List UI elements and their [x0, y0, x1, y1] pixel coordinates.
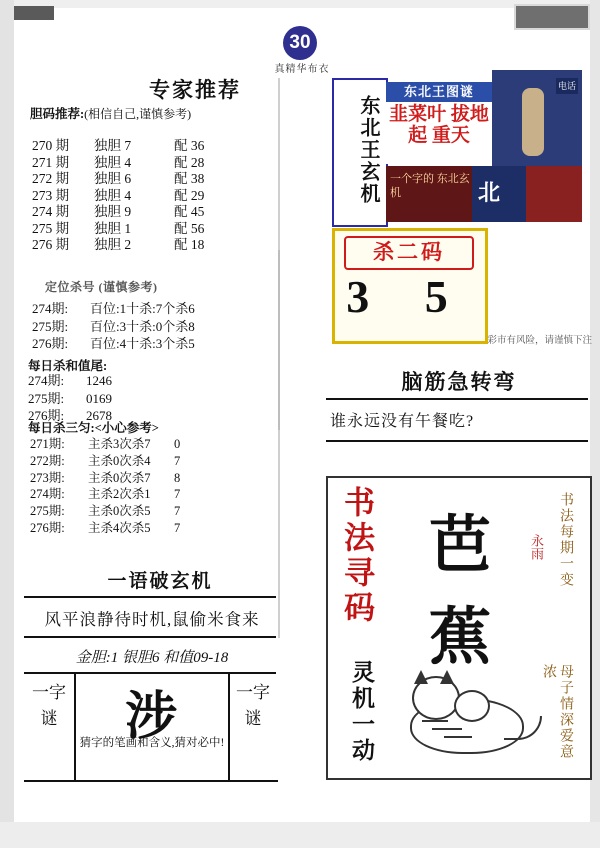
riddle-phrase: 风平浪静待时机,鼠偷米食来: [44, 610, 260, 629]
list-item: [32, 318, 282, 336]
row-text: 百位:3十杀:0个杀8: [90, 318, 195, 334]
row-period: 270 期: [32, 138, 70, 153]
gold-silver-dan-line: 金胆:1 银胆6 和值09-18: [75, 650, 229, 666]
row-dan: 独胆 9: [94, 204, 132, 219]
table-row: [32, 171, 277, 188]
row-dan: 独胆 4: [94, 187, 132, 203]
daily-kill-three-title: 每日杀三匀:<小心参考>: [28, 421, 159, 435]
riddle-section-title: 一语破玄机: [107, 571, 213, 592]
publication-logo: 30: [283, 26, 317, 60]
phone-label: 电话: [556, 78, 578, 94]
page-edge-bottom: [0, 822, 600, 848]
daily-kill-sum-title: 每日杀和值尾:: [28, 359, 108, 373]
row-text: 2678: [86, 408, 112, 423]
dan-code-subtitle-bold: 胆码推荐:: [30, 107, 85, 121]
calligraphy-characters: 芭蕉: [428, 512, 497, 672]
publication-subtitle: 真精华布衣: [274, 64, 330, 75]
brain-teaser-question: 谁永远没有午餐吃?: [330, 413, 475, 430]
row-period: 274期:: [28, 373, 65, 388]
list-item: [30, 470, 180, 487]
list-item: [30, 486, 180, 503]
table-row: [32, 237, 277, 254]
ad-strip: [386, 166, 582, 222]
list-item: [28, 372, 112, 390]
position-kill-list: [32, 300, 282, 353]
row-dan: 独胆 4: [94, 154, 132, 170]
cat-stripe: [444, 736, 472, 738]
row-pei: 配 18: [174, 237, 205, 252]
row-text: 百位:4十杀:3个杀5: [90, 336, 195, 351]
row-text: 百位:1十杀:7个杀6: [90, 301, 195, 316]
row-period: 271 期: [32, 154, 70, 170]
row-pei: 配 28: [174, 154, 205, 170]
table-row: [32, 155, 277, 172]
row-dan: 独胆 1: [94, 220, 132, 236]
row-period: 275期:: [28, 390, 65, 406]
kitten-head: [454, 690, 490, 722]
table-row: [32, 204, 277, 221]
daily-kill-sum-list: [28, 372, 112, 425]
table-row: [32, 188, 277, 205]
row-num: 7: [174, 520, 181, 535]
daily-kill-three-list: [30, 436, 180, 537]
divider-rule: [326, 440, 588, 442]
row-pei: 配 45: [174, 204, 205, 219]
riddle-box-bottom-rule: [24, 780, 278, 782]
row-text: 主杀4次杀5: [88, 520, 151, 535]
row-period: 275 期: [32, 220, 70, 236]
cat-stripe: [422, 720, 448, 722]
calligraphy-seal: 永雨: [529, 534, 544, 560]
row-period: 271期:: [30, 437, 65, 451]
ad-banner-text: 韭菜叶 拔地起 重天: [386, 102, 492, 164]
dan-code-subtitle-note: (相信自己,谨慎参考): [84, 107, 192, 121]
cat-ear-right: [440, 670, 454, 684]
cat-illustration: [392, 668, 542, 768]
row-period: 276 期: [32, 237, 70, 252]
divider-rule: [326, 398, 588, 400]
ad-photo-figure: [522, 88, 544, 156]
ad-strip-text: 一个字的 东北玄机: [390, 173, 470, 199]
row-text: 主杀0次杀4: [88, 453, 151, 468]
row-text: 主杀0次杀7: [88, 470, 151, 485]
cat-drawing-caption: 母子情深爱意浓: [541, 664, 573, 760]
row-period: 275期:: [32, 318, 69, 334]
list-item: [30, 520, 180, 537]
row-period: 274期:: [32, 301, 69, 316]
kill-two-codes-title: 杀二码: [344, 236, 474, 270]
row-period: 276期:: [28, 408, 65, 423]
position-kill-title: 定位杀号 (谨慎参考): [45, 280, 158, 294]
list-item: [30, 503, 180, 520]
row-num: 7: [174, 504, 181, 519]
ad-strip-panel-3: [526, 166, 582, 222]
row-pei: 配 29: [174, 187, 205, 203]
ad-strip-character: 北: [478, 180, 501, 205]
row-period: 273期:: [30, 470, 65, 485]
row-dan: 独胆 2: [94, 237, 132, 252]
row-period: 274期:: [30, 487, 65, 502]
row-period: 272期:: [30, 453, 65, 468]
cat-ear-left: [414, 670, 428, 684]
ad-banner-title: 东北王图谜: [386, 82, 492, 102]
list-item: [30, 436, 180, 453]
ad-photo: [492, 70, 582, 178]
row-pei: 配 36: [174, 138, 205, 153]
row-num: 8: [174, 470, 181, 485]
list-item: [32, 335, 282, 353]
dongbeiwang-title: 东北王玄机: [357, 95, 379, 205]
row-text: 1246: [86, 373, 112, 388]
table-row: [32, 221, 277, 238]
kill-two-codes-numbers: 3 5: [346, 271, 470, 322]
row-dan: 独胆 6: [94, 171, 132, 186]
calligraphy-note: 书法每期一变: [558, 492, 573, 588]
riddle-note: 猜字的笔画和含义,猜对必中!: [79, 737, 225, 749]
character-riddle-box: [24, 674, 278, 784]
cat-tail: [504, 716, 542, 740]
corner-mark-top-right: [514, 4, 590, 30]
row-period: 276期:: [32, 336, 69, 351]
row-num: 7: [174, 487, 181, 502]
divider-rule: [24, 636, 276, 638]
row-text: 主杀0次杀5: [88, 504, 151, 519]
dan-code-list: [32, 138, 277, 254]
row-num: 0: [174, 437, 181, 451]
row-period: 276期:: [30, 520, 65, 535]
table-row: [32, 138, 277, 155]
brain-teaser-title: 脑筋急转弯: [401, 370, 517, 394]
inspiration-title: 灵机一动: [349, 660, 374, 764]
calligraphy-title: 书法寻码: [339, 486, 374, 626]
risk-disclaimer: 彩市有风险，请谨慎下注: [487, 336, 592, 346]
page-edge-top: [0, 0, 600, 8]
row-text: 0169: [86, 390, 112, 406]
cat-stripe: [432, 728, 462, 730]
row-text: 主杀3次杀7: [88, 437, 151, 451]
riddle-character: 涉: [124, 689, 177, 746]
row-num: 7: [174, 453, 181, 468]
row-pei: 配 56: [174, 220, 205, 236]
page-edge-left: [0, 0, 14, 848]
corner-mark-top-left: [14, 6, 54, 20]
row-dan: 独胆 7: [94, 138, 132, 153]
row-period: 272 期: [32, 171, 70, 186]
dan-code-subtitle: [30, 104, 191, 122]
list-item: [30, 453, 180, 470]
row-period: 273 期: [32, 187, 70, 203]
row-text: 主杀2次杀1: [88, 487, 151, 502]
row-period: 274 期: [32, 204, 70, 219]
row-period: 275期:: [30, 504, 65, 519]
expert-recommendation-title: 专家推荐: [149, 78, 241, 102]
row-pei: 配 38: [174, 171, 205, 186]
riddle-label-left: 一字谜: [32, 683, 66, 728]
list-item: [28, 390, 112, 408]
divider-rule: [24, 596, 276, 598]
list-item: [32, 300, 282, 318]
riddle-label-right: 一字谜: [236, 683, 270, 728]
